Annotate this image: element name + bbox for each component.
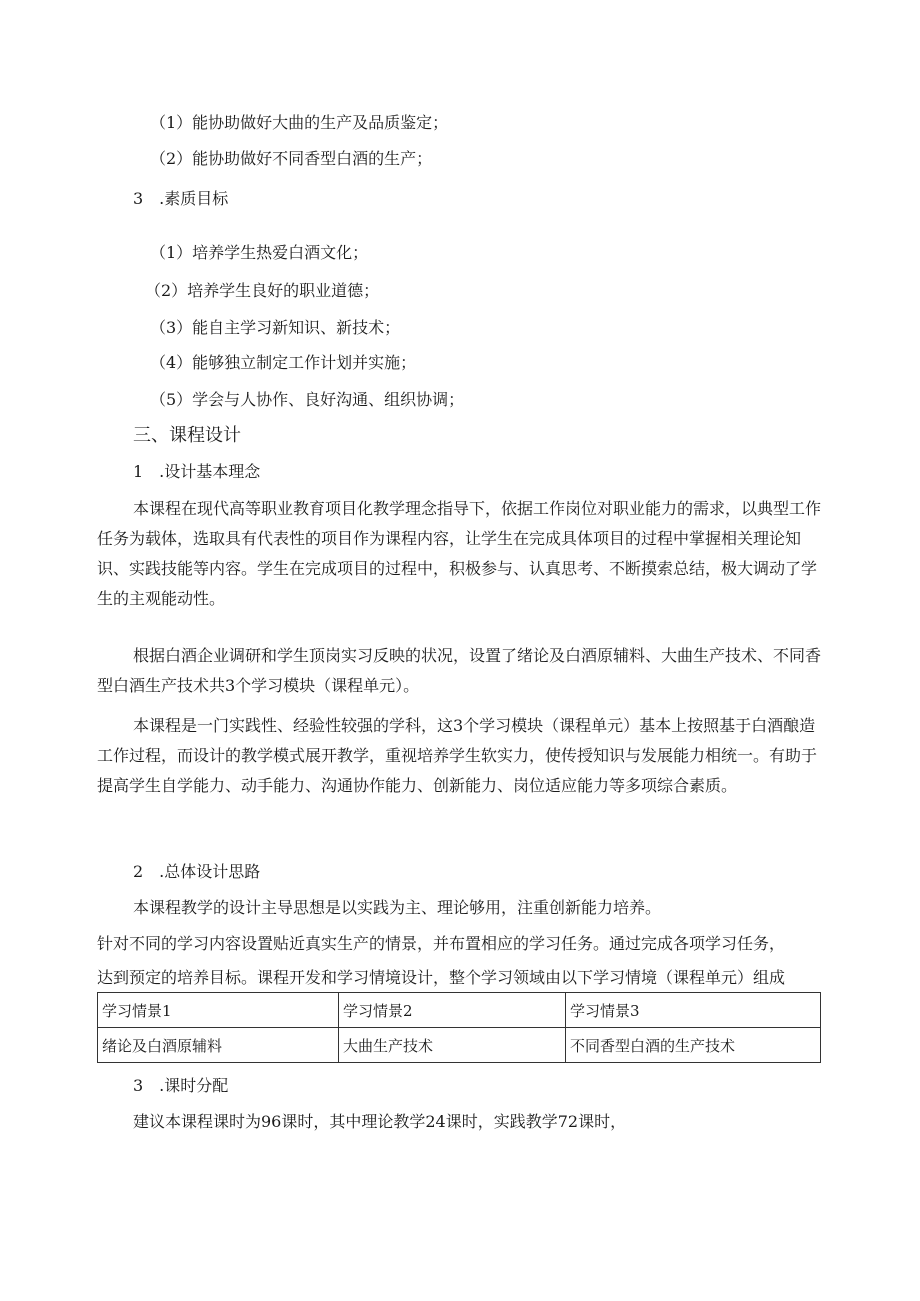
paragraph-scenes-line2: 达到预定的培养目标。课程开发和学习情境设计，整个学习领域由以下学习情境（课程单元）组成 [97, 968, 786, 987]
subheading-hours: 3 .课时分配 [133, 1076, 229, 1095]
paragraph-scenes-line1: 针对不同的学习内容设置贴近真实生产的情景，并布置相应的学习任务。通过完成各项学习任务， [97, 934, 786, 953]
table-header-cell: 学习情景1 [98, 993, 339, 1028]
table-cell: 不同香型白酒的生产技术 [566, 1028, 821, 1063]
table-cell: 大曲生产技术 [339, 1028, 566, 1063]
paragraph-modules: 根据白酒企业调研和学生顶岗实习反映的状况，设置了绪论及白酒原辅料、大曲生产技术、不同香型白酒生产技术共3个学习模块（课程单元）。 [97, 646, 822, 695]
paragraph-hours: 建议本课程课时为96课时，其中理论教学24课时，实践教学72课时， [133, 1112, 627, 1131]
quality-item-5: （5）学会与人协作、良好沟通、组织协调； [150, 390, 465, 409]
skill-item-1: （1）能协助做好大曲的生产及品质鉴定； [150, 113, 449, 132]
table-header-row [98, 993, 821, 1028]
table-cell: 绪论及白酒原辅料 [98, 1028, 339, 1063]
quality-item-2: （2）培养学生良好的职业道德； [145, 281, 380, 300]
quality-item-4: （4）能够独立制定工作计划并实施； [150, 353, 417, 372]
paragraph-design-idea: 本课程教学的设计主导思想是以实践为主、理论够用，注重创新能力培养。 [133, 898, 662, 917]
table-row [98, 1028, 821, 1063]
paragraph-practice: 本课程是一门实践性、经验性较强的学科，这3个学习模块（课程单元）基本上按照基于白酒酿造工作过程，而设计的教学模式展开教学，重视培养学生软实力，使传授知识与发展能力相统一。有助于提高学生自学能力、动手能力、沟通协作能力、创新能力、岗位适应能力等多项综合素质。 [97, 716, 818, 795]
table-header-cell: 学习情景3 [566, 993, 821, 1028]
subheading-overall-design: 2 .总体设计思路 [133, 862, 261, 881]
table-header-cell: 学习情景2 [339, 993, 566, 1028]
learning-scenes-table [97, 992, 821, 1063]
skill-item-2: （2）能协助做好不同香型白酒的生产； [150, 149, 433, 168]
section-heading-course-design: 三、课程设计 [133, 425, 241, 446]
paragraph-design-concept: 本课程在现代高等职业教育项目化教学理念指导下，依据工作岗位对职业能力的需求，以典型工作任务为载体，选取具有代表性的项目作为课程内容，让学生在完成具体项目的过程中掌握相关理论知识、实践技能等内容。学生在完成项目的过程中，积极参与、认真思考、不断摸索总结，极大调动了学生的主观能动性。 [97, 499, 822, 608]
quality-item-3: （3）能自主学习新知识、新技术； [150, 318, 401, 337]
subheading-design-concept: 1 .设计基本理念 [133, 462, 261, 481]
quality-goal-heading: 3 .素质目标 [133, 189, 229, 208]
quality-item-1: （1）培养学生热爱白酒文化； [150, 243, 369, 262]
